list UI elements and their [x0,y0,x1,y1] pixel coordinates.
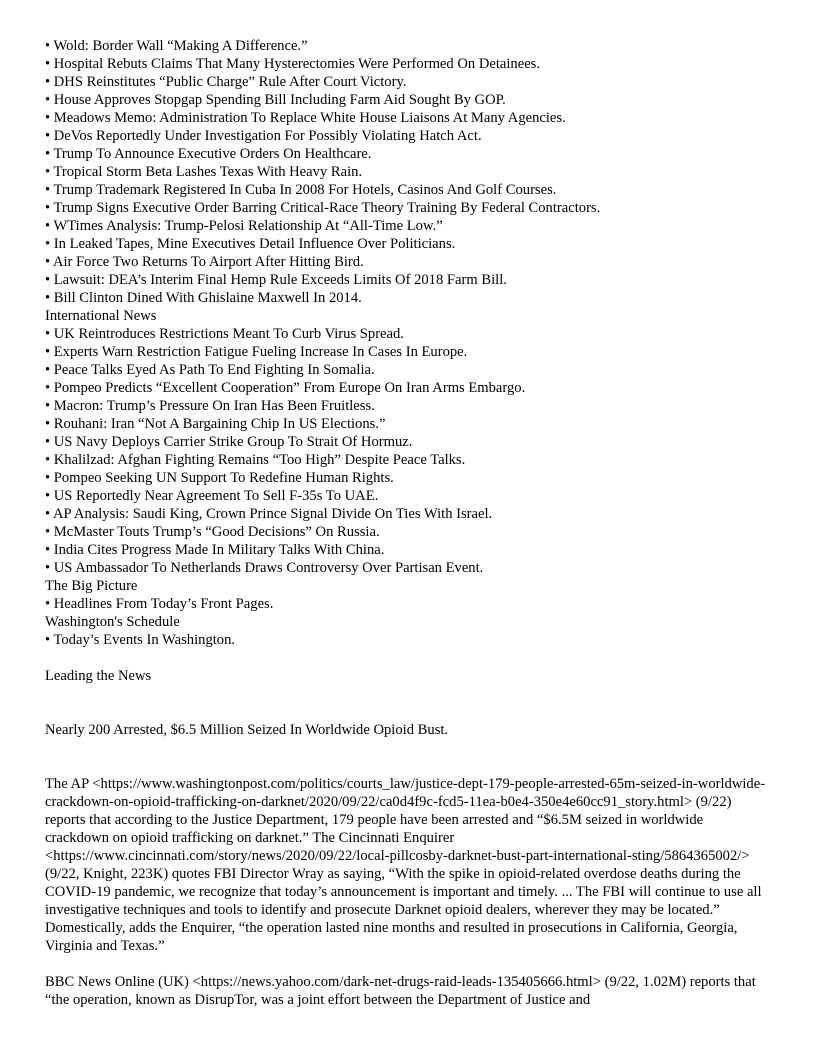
list-item: • Tropical Storm Beta Lashes Texas With Heavy Rain. [45,164,363,180]
list-item: • WTimes Analysis: Trump-Pelosi Relationship At “All-Time Low.” [45,218,443,234]
list-item: • Trump Trademark Registered In Cuba In 2008 For Hotels, Casinos And Golf Courses. [45,182,557,198]
list-item: • Bill Clinton Dined With Ghislaine Maxwell In 2014. [45,290,362,306]
big-picture-heading: The Big Picture [45,578,138,594]
list-item: • Khalilzad: Afghan Fighting Remains “Too High” Despite Peace Talks. [45,452,466,468]
list-item: • Lawsuit: DEA’s Interim Final Hemp Rule Exceeds Limits Of 2018 Farm Bill. [45,272,507,288]
list-item: • Macron: Trump’s Pressure On Iran Has Been Fruitless. [45,398,375,414]
list-item: • Today’s Events In Washington. [45,632,236,648]
story-paragraph: BBC News Online (UK) <https://news.yahoo.com/dark-net-drugs-raid-leads-135405666.html> (9/22, 1.02M) reports that “the operation, known as DisrupTor, was a joint effort between the Department of Justice and [45,974,756,1008]
document-page [45,37,770,1009]
domestic-news-list [45,37,770,307]
list-item: • US Reportedly Near Agreement To Sell F-35s To UAE. [45,488,379,504]
story-title: Nearly 200 Arrested, $6.5 Million Seized In Worldwide Opioid Bust. [45,722,449,738]
list-item: • Trump To Announce Executive Orders On Healthcare. [45,146,372,162]
story-paragraph: The AP <https://www.washingtonpost.com/politics/courts_law/justice-dept-179-people-arrested-65m-seized-in-worldwide-crackdown-on-opioid-trafficking-on-darknet/2020/09/22/ca0d4f9c-fcd5-11ea-b0e4-350e4e60cc91_story.html> (9/22) reports that according to the Justice Department, 179 people have been arrested and “$6.5M seized in worldwide crackdown on opioid trafficking on darknet.” The Cincinnati Enquirer <https://www.cincinnati.com/story/news/2020/09/22/local-pillcosby-darknet-bust-part-international-sting/5864365002/> (9/22, Knight, 223K) quotes FBI Director Wray as saying, “With the spike in opioid-related overdose deaths during the COVID-19 pandemic, we recognize that today’s announcement is important and timely. ... The FBI will continue to use all investigative techniques and tools to identify and prosecute Darknet opioid dealers, wherever they may be located.” Domestically, adds the Enquirer, “the operation lasted nine months and resulted in prosecutions in California, Georgia, Virginia and Texas.” [45,776,766,954]
list-item: • Air Force Two Returns To Airport After Hitting Bird. [45,254,364,270]
list-item: • UK Reintroduces Restrictions Meant To Curb Virus Spread. [45,326,404,342]
list-item: • Pompeo Seeking UN Support To Redefine Human Rights. [45,470,394,486]
list-item: • Hospital Rebuts Claims That Many Hysterectomies Were Performed On Detainees. [45,56,541,72]
international-news-heading: International News [45,308,157,324]
leading-news-heading: Leading the News [45,668,152,684]
list-item: • House Approves Stopgap Spending Bill Including Farm Aid Sought By GOP. [45,92,506,108]
list-item: • Peace Talks Eyed As Path To End Fighting In Somalia. [45,362,375,378]
list-item: • US Ambassador To Netherlands Draws Controversy Over Partisan Event. [45,560,484,576]
international-news-list [45,325,770,577]
list-item: • Headlines From Today’s Front Pages. [45,596,274,612]
list-item: • Meadows Memo: Administration To Replace White House Liaisons At Many Agencies. [45,110,566,126]
list-item: • In Leaked Tapes, Mine Executives Detail Influence Over Politicians. [45,236,456,252]
list-item: • India Cites Progress Made In Military Talks With China. [45,542,385,558]
list-item: • McMaster Touts Trump’s “Good Decisions” On Russia. [45,524,380,540]
list-item: • AP Analysis: Saudi King, Crown Prince Signal Divide On Ties With Israel. [45,506,493,522]
list-item: • Pompeo Predicts “Excellent Cooperation” From Europe On Iran Arms Embargo. [45,380,526,396]
list-item: • Wold: Border Wall “Making A Difference.” [45,38,308,54]
list-item: • Experts Warn Restriction Fatigue Fueling Increase In Cases In Europe. [45,344,468,360]
list-item: • Rouhani: Iran “Not A Bargaining Chip In US Elections.” [45,416,386,432]
schedule-heading: Washington's Schedule [45,614,180,630]
list-item: • Trump Signs Executive Order Barring Critical-Race Theory Training By Federal Contractors. [45,200,601,216]
list-item: • US Navy Deploys Carrier Strike Group To Strait Of Hormuz. [45,434,413,450]
list-item: • DeVos Reportedly Under Investigation For Possibly Violating Hatch Act. [45,128,482,144]
list-item: • DHS Reinstitutes “Public Charge” Rule After Court Victory. [45,74,407,90]
